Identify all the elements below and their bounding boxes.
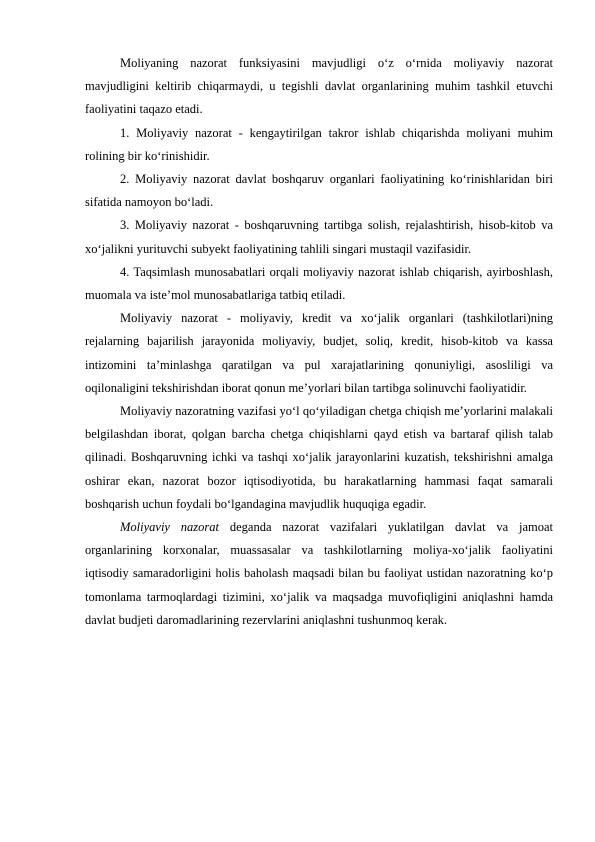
paragraph-intro: Moliyaning nazorat funksiyasini mavjudligi o‘z o‘rnida moliyaviy nazorat mavjudligini keltirib chiqarmaydi, u tegishli davlat organlarining muhim tashkil etuvchi faoliyatini taqazo etadi. <box>85 56 553 117</box>
paragraph-point-4: 4. Taqsimlash munosabatlari orqali moliyaviy nazorat ishlab chiqarish, ayirboshlash, muomala va iste’mol munosabatlariga tatbiq etiladi. <box>85 264 553 303</box>
document-page <box>85 52 553 632</box>
paragraph-task: Moliyaviy nazoratning vazifasi yo‘l qo‘yiladigan chetga chiqish me’yorlarini malakali belgilashdan iborat, qolgan barcha chetga chiqishlarni qayd etish va bartaraf qilish talab qilinadi. Boshqaruvning ichki va tashqi xo‘jalik jarayonlarini kuzatish, tekshirishni amalga oshirar ekan, nazorat bozor iqtisodiyotida, bu harakatlarning hammasi faqat samarali boshqarish uchun foydali bo‘lgandagina mavjudlik huquqiga egadir. <box>85 404 553 511</box>
paragraph-conclusion <box>85 516 553 632</box>
paragraph-point-3: 3. Moliyaviy nazorat - boshqaruvning tartibga solish, rejalashtirish, hisob-kitob va xo‘jalikni yurituvchi subyekt faoliyatining tahlili singari mustaqil vazifasidir. <box>85 218 553 256</box>
paragraph-point-2: 2. Moliyaviy nazorat davlat boshqaruv organlari faoliyatining ko‘rinishlaridan biri sifatida namoyon bo‘ladi. <box>85 172 553 210</box>
paragraph-point-1: 1. Moliyaviy nazorat - kengaytirilgan takror ishlab chiqarishda moliyani muhim rolining bir ko‘rinishidir. <box>85 125 553 163</box>
italic-term: Moliyaviy nazorat <box>120 520 220 535</box>
paragraph-conclusion-text: deganda nazorat vazifalari yuklatilgan davlat va jamoat organlarining korxonalar, muassasalar va tashkilotlarning moliya-xo‘jalik faoliyatini iqtisodiy samaradorligini holis baholash maqsadi bilan bu faoliyat ustidan nazoratning ko‘p tomonlama tarmoqlardagi tizimini, xo‘jalik va maqsadga muvofiqligini aniqlashni hamda davlat budjeti daromadlarining rezervlarini aniqlashni tushunmoq kerak. <box>85 520 554 627</box>
paragraph-definition: Moliyaviy nazorat - moliyaviy, kredit va xo‘jalik organlari (tashkilotlari)ning rejalarning bajarilish jarayonida moliyaviy, budjet, soliq, kredit, hisob-kitob va kassa intizomini ta’minlashga qaratilgan va pul xarajatlarining qonuniyligi, asosliligi va oqilonaligini tekshirishdan iborat qonun me’yorlari bilan tartibga solinuvchi faoliyatidir. <box>85 311 553 395</box>
